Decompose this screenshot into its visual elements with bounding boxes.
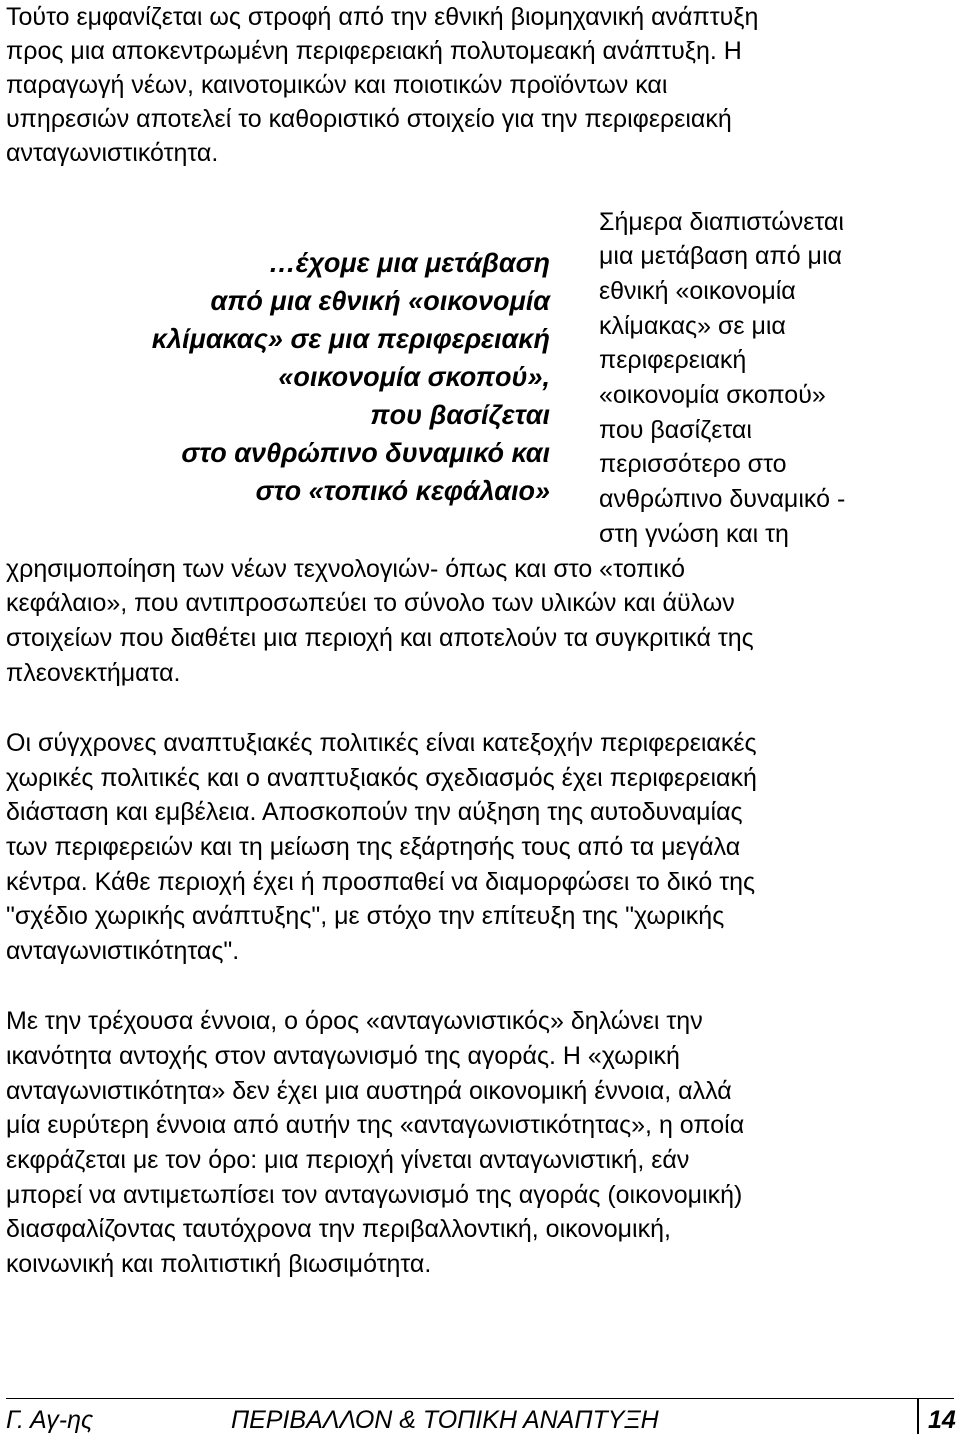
text-line: πλεονεκτήματα. (6, 659, 181, 687)
text-line: Οι σύγχρονες αναπτυξιακές πολιτικές είναι κατεξοχήν περιφερειακές (6, 729, 757, 757)
pull-quote-line: στο «τοπικό κεφάλαιο» (255, 476, 550, 506)
text-line: Τούτο εμφανίζεται ως στροφή από την εθνική βιομηχανική ανάπτυξη (6, 3, 759, 31)
pull-quote-line: κλίμακας» σε μια περιφερειακή (151, 324, 550, 354)
text-line: κεφάλαιο», που αντιπροσωπεύει το σύνολο των υλικών και άϋλων (6, 589, 735, 617)
text-line: παραγωγή νέων, καινοτομικών και ποιοτικών προϊόντων και (6, 71, 668, 99)
text-line: ικανότητα αντοχής στον ανταγωνισμό της αγοράς. Η «χωρική (6, 1042, 680, 1070)
text-line: μια μετάβαση από μια (599, 242, 842, 270)
text-line: εκφράζεται με τον όρο: μια περιοχή γίνεται ανταγωνιστική, εάν (6, 1146, 690, 1174)
footer-divider (6, 1398, 954, 1399)
pull-quote-line: …έχομε μια μετάβαση (268, 248, 550, 278)
text-line: κοινωνική και πολιτιστική βιωσιμότητα. (6, 1250, 432, 1278)
text-line: υπηρεσιών αποτελεί το καθοριστικό στοιχείο για την περιφερειακή (6, 105, 732, 133)
text-line: Με την τρέχουσα έννοια, ο όρος «ανταγωνιστικός» δηλώνει την (6, 1007, 703, 1035)
text-line: στοιχείων που διαθέτει μια περιοχή και αποτελούν τα συγκριτικά της (6, 624, 754, 652)
text-line: ανθρώπινο δυναμικό - (599, 485, 846, 513)
text-line: ανταγωνιστικότητα» δεν έχει μια αυστηρά οικονομική έννοια, αλλά (6, 1077, 732, 1105)
text-line: κλίμακας» σε μια (599, 312, 786, 340)
text-line: μπορεί να αντιμετωπίσει τον ανταγωνισμό της αγοράς (οικονομική) (6, 1181, 743, 1209)
text-line: χρησιμοποίηση των νέων τεχνολογιών- όπως και στο «τοπικό (6, 555, 686, 583)
footer-title: ΠΕΡΙΒΑΛΛΟΝ & ΤΟΠΙΚΗ ΑΝΑΠΤΥΞΗ (231, 1406, 659, 1434)
text-line: προς μια αποκεντρωμένη περιφερειακή πολυτομεακή ανάπτυξη. Η (6, 37, 742, 65)
text-line: διασφαλίζοντας ταυτόχρονα την περιβαλλοντική, οικονομική, (6, 1215, 671, 1243)
text-line: μία ευρύτερη έννοια από αυτήν της «ανταγωνιστικότητας», η οποία (6, 1111, 745, 1139)
text-line: διάσταση και εμβέλεια. Αποσκοπούν την αύξηση της αυτοδυναμίας (6, 798, 743, 826)
text-line: «οικονομία σκοπού» (599, 381, 826, 409)
text-line: Σήμερα διαπιστώνεται (599, 208, 844, 236)
text-line: στη γνώση και τη (599, 520, 789, 548)
text-line: εθνική «οικονομία (599, 277, 796, 305)
text-line: ανταγωνιστικότητας". (6, 937, 240, 965)
pull-quote-line: που βασίζεται (370, 400, 550, 430)
footer-author: Γ. Αγ-ης (6, 1406, 94, 1434)
page-number: 14 (928, 1406, 956, 1434)
text-line: κέντρα. Κάθε περιοχή έχει ή προσπαθεί να διαμορφώσει το δικό της (6, 868, 756, 896)
text-line: περισσότερο στο (599, 450, 787, 478)
pull-quote-line: στο ανθρώπινο δυναμικό και (181, 438, 550, 468)
footer-separator (917, 1398, 919, 1434)
text-line: των περιφερειών και τη μείωση της εξάρτησής τους από τα μεγάλα (6, 833, 741, 861)
text-line: χωρικές πολιτικές και ο αναπτυξιακός σχεδιασμός έχει περιφερειακή (6, 764, 757, 792)
pull-quote-line: «οικονομία σκοπού», (278, 362, 550, 392)
text-line: "σχέδιο χωρικής ανάπτυξης", με στόχο την επίτευξη της "χωρικής (6, 902, 725, 930)
text-line: που βασίζεται (599, 416, 752, 444)
text-line: περιφερειακή (599, 346, 747, 374)
text-line: ανταγωνιστικότητα. (6, 139, 219, 167)
pull-quote-line: από μια εθνική «οικονομία (210, 286, 550, 316)
